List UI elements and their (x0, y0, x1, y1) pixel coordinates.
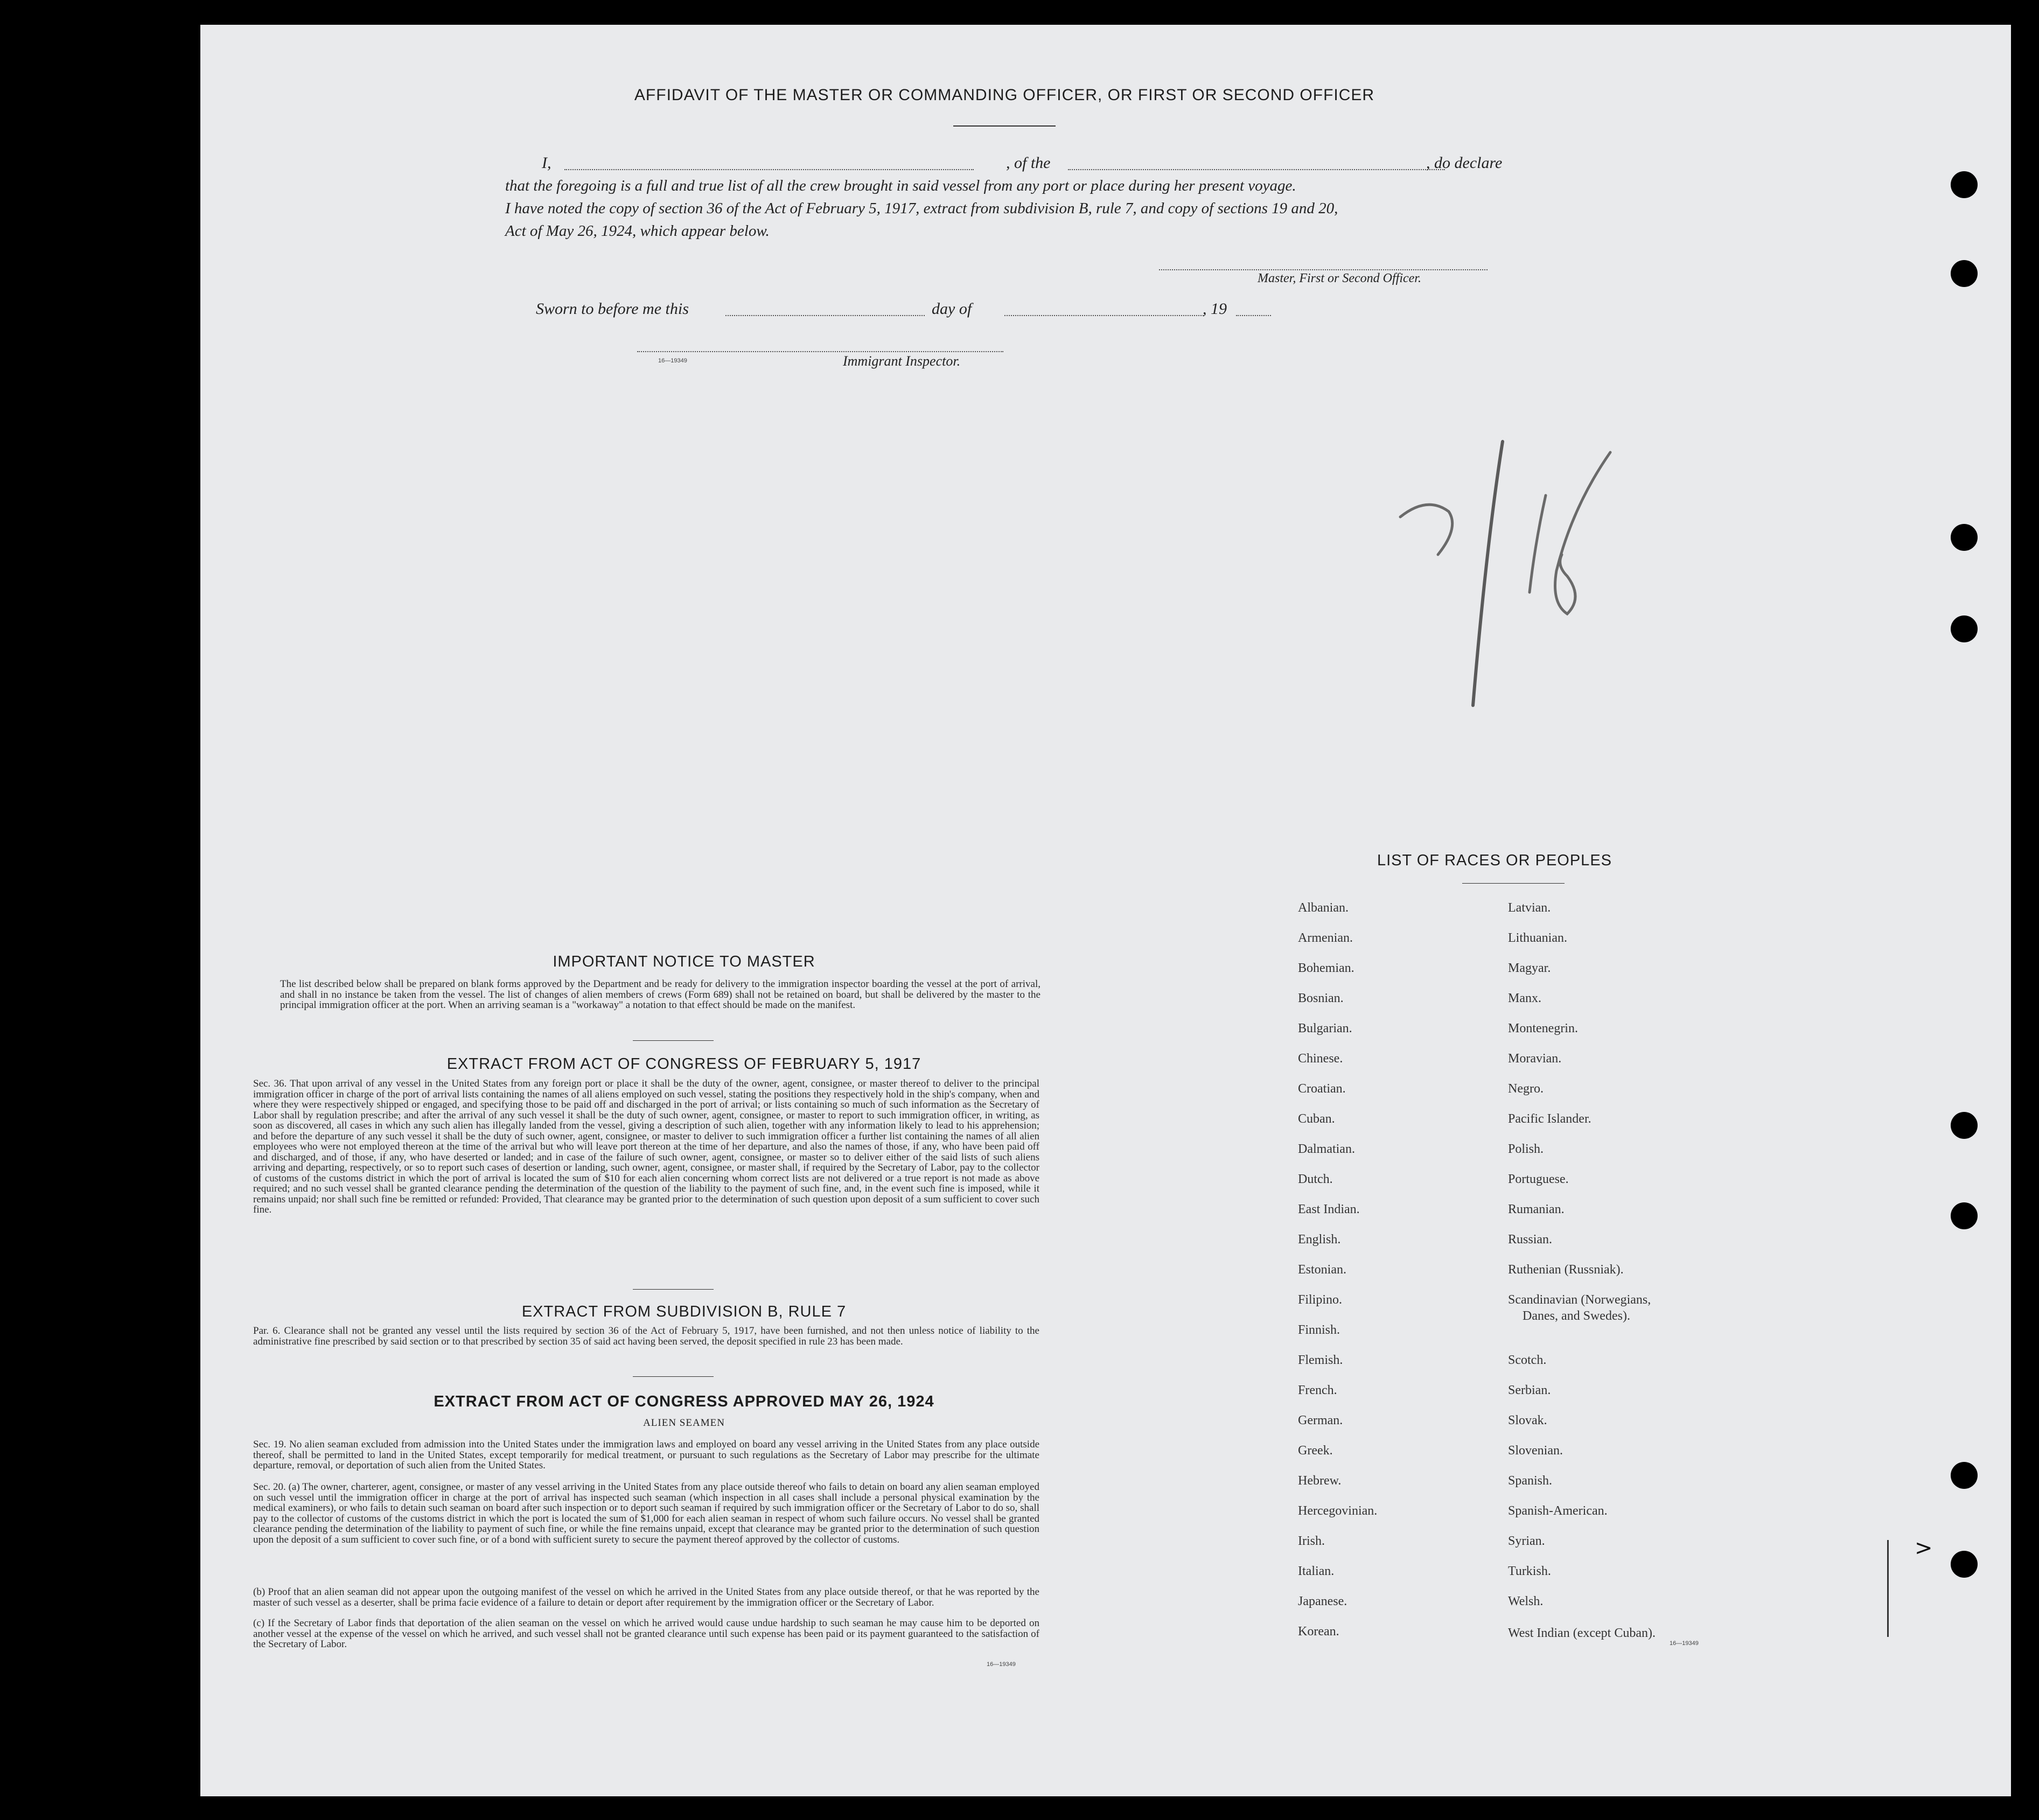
rule7-text: Par. 6. Clearance shall not be granted any vessel until the lists required by section 36 of the Act of February 5, 1917, have been furnished, and not then unless notice of liability to the administrative fine prescribed by said section or to that prescribed by section 35 of said act having been served, the deposit specified in rule 23 has been made. (253, 1325, 1039, 1347)
race-item: Turkish. (1508, 1564, 1551, 1578)
race-item: Syrian. (1508, 1534, 1545, 1548)
affidavit-line3: I have noted the copy of section 36 of the Act of February 5, 1917, extract from subdivision B, rule 7, and copy of sections 19 and 20, (505, 200, 1338, 217)
punch-hole (1951, 260, 1978, 287)
margin-line (1887, 1540, 1889, 1637)
race-item: Rumanian. (1508, 1202, 1565, 1216)
punch-hole (1951, 1551, 1978, 1578)
race-item: Bulgarian. (1298, 1021, 1352, 1035)
race-item: Albanian. (1298, 901, 1349, 915)
divider (633, 1376, 714, 1377)
race-item: Filipino. (1298, 1293, 1343, 1307)
race-item: Spanish. (1508, 1474, 1553, 1488)
race-item: Slovenian. (1508, 1444, 1563, 1458)
race-item: Moravian. (1508, 1052, 1562, 1066)
form-number: 16—19349 (658, 358, 687, 364)
race-item: East Indian. (1298, 1202, 1360, 1216)
handwritten-annotation (1379, 436, 1648, 716)
race-item: Scotch. (1508, 1353, 1547, 1367)
race-item: Finnish. (1298, 1323, 1340, 1337)
title-underline (953, 125, 1056, 127)
line1-end: , do declare (1426, 154, 1503, 172)
race-item: Korean. (1298, 1625, 1339, 1639)
race-item: Bosnian. (1298, 991, 1344, 1005)
affidavit-title: AFFIDAVIT OF THE MASTER OR COMMANDING OFFICER, OR FIRST OR SECOND OFFICER (634, 86, 1375, 104)
race-item: Hebrew. (1298, 1474, 1342, 1488)
race-item: Flemish. (1298, 1353, 1343, 1367)
punch-hole (1951, 1462, 1978, 1489)
race-item: Cuban. (1298, 1112, 1335, 1126)
sec20a-text: Sec. 20. (a) The owner, charterer, agent, consignee, or master of any vessel arriving in the United States from any place outside thereof who fails to detain on board any alien seaman employed on such vessel until the immigration officer in charge at the port of arrival has inspected such seaman (which inspection in all cases shall include a personal physical examination by the medical examiners), or who fails to detain such seaman on board after such inspection or to deport such seaman if required by such immigration officer or the Secretary of Labor to do so, shall pay to the collector of customs of the customs district in which the port is located the sum of $1,000 for each alien seaman in respect of whom such failure occurs. No vessel shall be granted clearance pending the determination of the liability to payment of such fine, or while the fine remains unpaid, except that clearance may be granted prior to the determination of such question upon the deposit of a sum sufficient to cover such fine, or of a bond with sufficient surety to secure the payment thereof approved by the collector of customs. (253, 1481, 1039, 1545)
race-item: English. (1298, 1233, 1341, 1247)
race-item: Croatian. (1298, 1082, 1346, 1096)
sec20c-text: (c) If the Secretary of Labor finds that deportation of the alien seaman on the vessel on which he arrived would cause undue hardship to such seaman he may cause him to be deported on another vessel at the expense of the vessel on which he arrived, and such vessel shall not be granted clearance until such expense has been paid or its payment guaranteed to the satisfaction of the Secretary of Labor. (253, 1618, 1039, 1650)
race-item: Greek. (1298, 1444, 1333, 1458)
race-item: Negro. (1508, 1082, 1544, 1096)
form-number: 16—19349 (1670, 1640, 1699, 1647)
sworn-line (536, 298, 1290, 320)
sworn-mid: day of (932, 300, 972, 318)
race-item: Ruthenian (Russniak). (1508, 1263, 1624, 1277)
race-item: Slovak. (1508, 1413, 1547, 1427)
punch-hole (1951, 1202, 1978, 1229)
sec20b-text: (b) Proof that an alien seaman did not appear upon the outgoing manifest of the vessel on which he arrived in the United States from any place outside thereof, or that he was reported by the master of such vessel as a deserter, shall be prima facie evidence of a failure to detain or deport after requirement by the immigration officer or the Secretary of Labor. (253, 1586, 1039, 1608)
notice-text: The list described below shall be prepared on blank forms approved by the Department and be ready for delivery to the immigration inspector boarding the vessel at the port of arrival, and shall in no instance be taken from the vessel. The list of changes of alien members of crews (Form 689) shall not be retained on board, but shall be delivered by the master to the principal immigration officer at the port. When an arriving seaman is a "workaway" a notation to that effect should be made on the manifest. (280, 978, 1041, 1011)
year-blank (1236, 315, 1271, 316)
race-item: Latvian. (1508, 901, 1551, 915)
race-item: Irish. (1298, 1534, 1325, 1548)
divider (633, 1040, 714, 1041)
signature-label: Master, First or Second Officer. (1258, 271, 1421, 285)
handwriting-text: 2/18 (1379, 436, 1380, 437)
race-item: French. (1298, 1383, 1337, 1397)
race-item: German. (1298, 1413, 1343, 1427)
race-item: Scandinavian (Norwegians, (1508, 1293, 1651, 1307)
title-underline (1462, 883, 1565, 884)
race-item: Lithuanian. (1508, 931, 1567, 945)
extract-1924-subtitle: ALIEN SEAMEN (643, 1417, 725, 1429)
race-item: Montenegrin. (1508, 1021, 1578, 1035)
race-item: Estonian. (1298, 1263, 1346, 1277)
name-blank (564, 169, 974, 170)
punch-hole (1951, 1112, 1978, 1139)
extract-1924-title: EXTRACT FROM ACT OF CONGRESS APPROVED MAY 26, 1924 (434, 1393, 934, 1410)
punch-hole (1951, 171, 1978, 198)
race-item: Italian. (1298, 1564, 1335, 1578)
race-item: Polish. (1508, 1142, 1544, 1156)
affidavit-line4: Act of May 26, 1924, which appear below. (505, 222, 770, 240)
affidavit-line1 (505, 152, 1512, 174)
race-item: Manx. (1508, 991, 1541, 1005)
race-item: Portuguese. (1508, 1172, 1569, 1186)
race-item: Welsh. (1508, 1594, 1544, 1608)
race-item: Dutch. (1298, 1172, 1333, 1186)
month-blank (1004, 315, 1204, 316)
form-number: 16—19349 (987, 1661, 1016, 1668)
sworn-end: , 19 (1203, 300, 1227, 318)
race-item: Chinese. (1298, 1052, 1343, 1066)
sec19-text: Sec. 19. No alien seaman excluded from admission into the United States under the immigration laws and employed on board any vessel arriving in the United States from any place outside thereof, shall be permitted to land in the United States, except temporarily for medical treatment, or pursuant to such regulations as the Secretary of Labor may prescribe for the ultimate departure, removal, or deportation of such alien from the United States. (253, 1439, 1039, 1471)
race-item: Armenian. (1298, 931, 1353, 945)
extract-1917-text: Sec. 36. That upon arrival of any vessel in the United States from any foreign port or place it shall be the duty of the owner, agent, consignee, or master thereof to deliver to the principal immigration officer in charge of the port of arrival lists containing the names of all aliens employed on such vessel, stating the positions they respectively hold in the ship's company, when and where they were respectively shipped or engaged, and specifying those to be paid off and discharged in the port of arrival; or lists containing so much of such information as the Secretary of Labor shall by regulation prescribe; and after the arrival of any such vessel it shall be the duty of such owner, agent, consignee, or master to report to such immigration officer, in writing, as soon as discovered, all cases in which any such alien has illegally landed from the vessel, giving a description of such alien, together with any information likely to lead to his apprehension; and before the departure of any such vessel it shall be the duty of such owner, agent, consignee, or master to deliver to such immigration officer a further list containing the names of all alien employees who were not employed thereon at the time of the arrival but who will leave port thereon at the time of her departure, and also the names of those, if any, who have been paid off and discharged, and of those, if any, who have deserted or landed; and in case of the failure of such owner, agent, consignee, or master so to deliver either of the said lists of such aliens arriving and departing, respectively, or so to report such cases of desertion or landing, such owner, agent, consignee, or master shall, if required by the Secretary of Labor, pay to the collector of customs of the customs district in which the port of arrival is located the sum of $10 for each alien concerning whom correct lists are not delivered or a true report is not made as above required; and no such vessel shall be granted clearance pending the determination of the question of the liability to the payment of such fine, and, in the event such fine is imposed, while it remains unpaid; nor shall such fine be remitted or refunded: Provided, That clearance may be granted prior to the determination of such question upon deposit of a sum sufficient to cover such fine. (253, 1078, 1039, 1215)
inspector-line (637, 351, 1003, 352)
race-item: West Indian (except Cuban). (1508, 1626, 1656, 1640)
line1-mid: , of the (1006, 154, 1051, 172)
race-item: Serbian. (1508, 1383, 1551, 1397)
day-blank (725, 315, 925, 316)
race-item: Japanese. (1298, 1594, 1347, 1608)
line1-start: I, (542, 154, 551, 172)
race-item: Russian. (1508, 1233, 1553, 1247)
punch-hole (1951, 615, 1978, 642)
rule7-title: EXTRACT FROM SUBDIVISION B, RULE 7 (521, 1303, 847, 1320)
race-item: Magyar. (1508, 961, 1551, 975)
punch-hole (1951, 524, 1978, 551)
notice-title: IMPORTANT NOTICE TO MASTER (553, 953, 815, 970)
race-item: Danes, and Swedes). (1523, 1309, 1630, 1323)
race-item: Spanish-American. (1508, 1504, 1608, 1518)
races-title: LIST OF RACES OR PEOPLES (1377, 852, 1612, 869)
signature-line (1159, 269, 1488, 270)
inspector-label: Immigrant Inspector. (843, 353, 961, 369)
race-item: Pacific Islander. (1508, 1112, 1591, 1126)
divider (633, 1289, 714, 1290)
race-item: Hercegovinian. (1298, 1504, 1378, 1518)
chevron-mark: > (1915, 1536, 1933, 1560)
extract-1917-title: EXTRACT FROM ACT OF CONGRESS OF FEBRUARY 5, 1917 (446, 1055, 921, 1073)
race-item: Dalmatian. (1298, 1142, 1355, 1156)
race-item: Bohemian. (1298, 961, 1354, 975)
sworn-start: Sworn to before me this (536, 300, 689, 318)
affidavit-line2: that the foregoing is a full and true list of all the crew brought in said vessel from any port or place during her present voyage. (505, 177, 1296, 194)
vessel-blank (1068, 169, 1445, 170)
